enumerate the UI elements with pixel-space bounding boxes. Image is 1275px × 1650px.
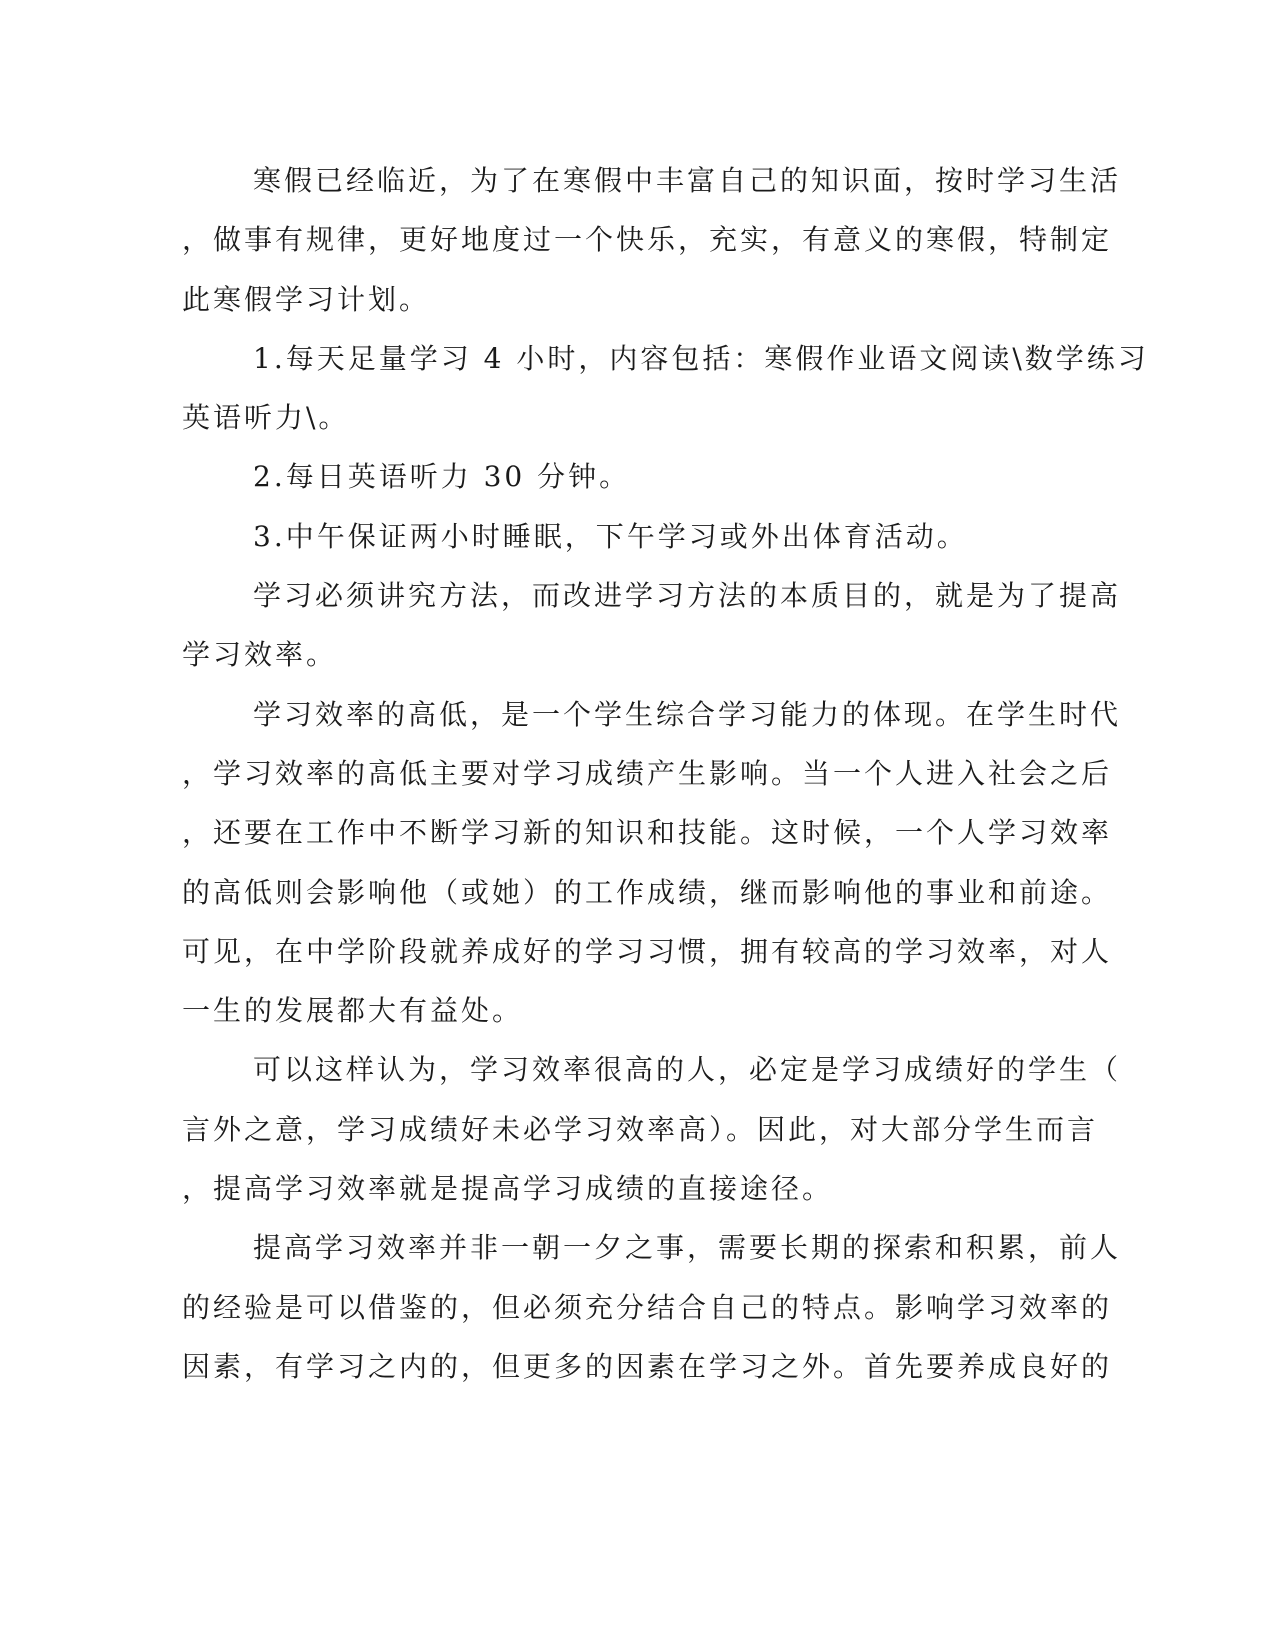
- text-line: 一生的发展都大有益处。: [182, 994, 524, 1028]
- text-line: 的高低则会影响他（或她）的工作成绩，继而影响他的事业和前途。: [182, 875, 1113, 909]
- text-line: 2.每日英语听力 30 分钟。: [253, 460, 631, 494]
- text-line: 1.每天足量学习 4 小时，内容包括：寒假作业语文阅读\数学练习: [253, 341, 1149, 375]
- text-line: 言外之意，学习成绩好未必学习效率高）。因此，对大部分学生而言: [182, 1112, 1099, 1146]
- text-line: 此寒假学习计划。: [182, 282, 431, 316]
- text-line: ，还要在工作中不断学习新的知识和技能。这时候，一个人学习效率: [182, 816, 1113, 850]
- text-line: ，提高学习效率就是提高学习成绩的直接途径。: [182, 1172, 834, 1206]
- text-line: 可以这样认为，学习效率很高的人，必定是学习成绩好的学生（: [253, 1053, 1122, 1087]
- text-line: 的经验是可以借鉴的，但必须充分结合自己的特点。影响学习效率的: [182, 1290, 1113, 1324]
- text-line: 学习必须讲究方法，而改进学习方法的本质目的，就是为了提高: [253, 579, 1122, 613]
- text-line: 可见，在中学阶段就养成好的学习习惯，拥有较高的学习效率，对人: [182, 934, 1113, 968]
- text-line: 寒假已经临近，为了在寒假中丰富自己的知识面，按时学习生活: [253, 164, 1122, 197]
- text-line: 提高学习效率并非一朝一夕之事，需要长期的探索和积累，前人: [253, 1231, 1122, 1265]
- document-body: [182, 158, 1149, 1403]
- text-line: 3.中午保证两小时睡眠，下午学习或外出体育活动。: [253, 519, 968, 553]
- text-line: 学习效率的高低，是一个学生综合学习能力的体现。在学生时代: [253, 697, 1122, 731]
- text-line: ，学习效率的高低主要对学习成绩产生影响。当一个人进入社会之后: [182, 756, 1113, 790]
- text-line: 英语听力\。: [182, 401, 350, 435]
- text-line: 学习效率。: [182, 638, 338, 672]
- text-line: 因素，有学习之内的，但更多的因素在学习之外。首先要养成良好的: [182, 1349, 1113, 1383]
- text-line: ，做事有规律，更好地度过一个快乐，充实，有意义的寒假，特制定: [182, 223, 1113, 257]
